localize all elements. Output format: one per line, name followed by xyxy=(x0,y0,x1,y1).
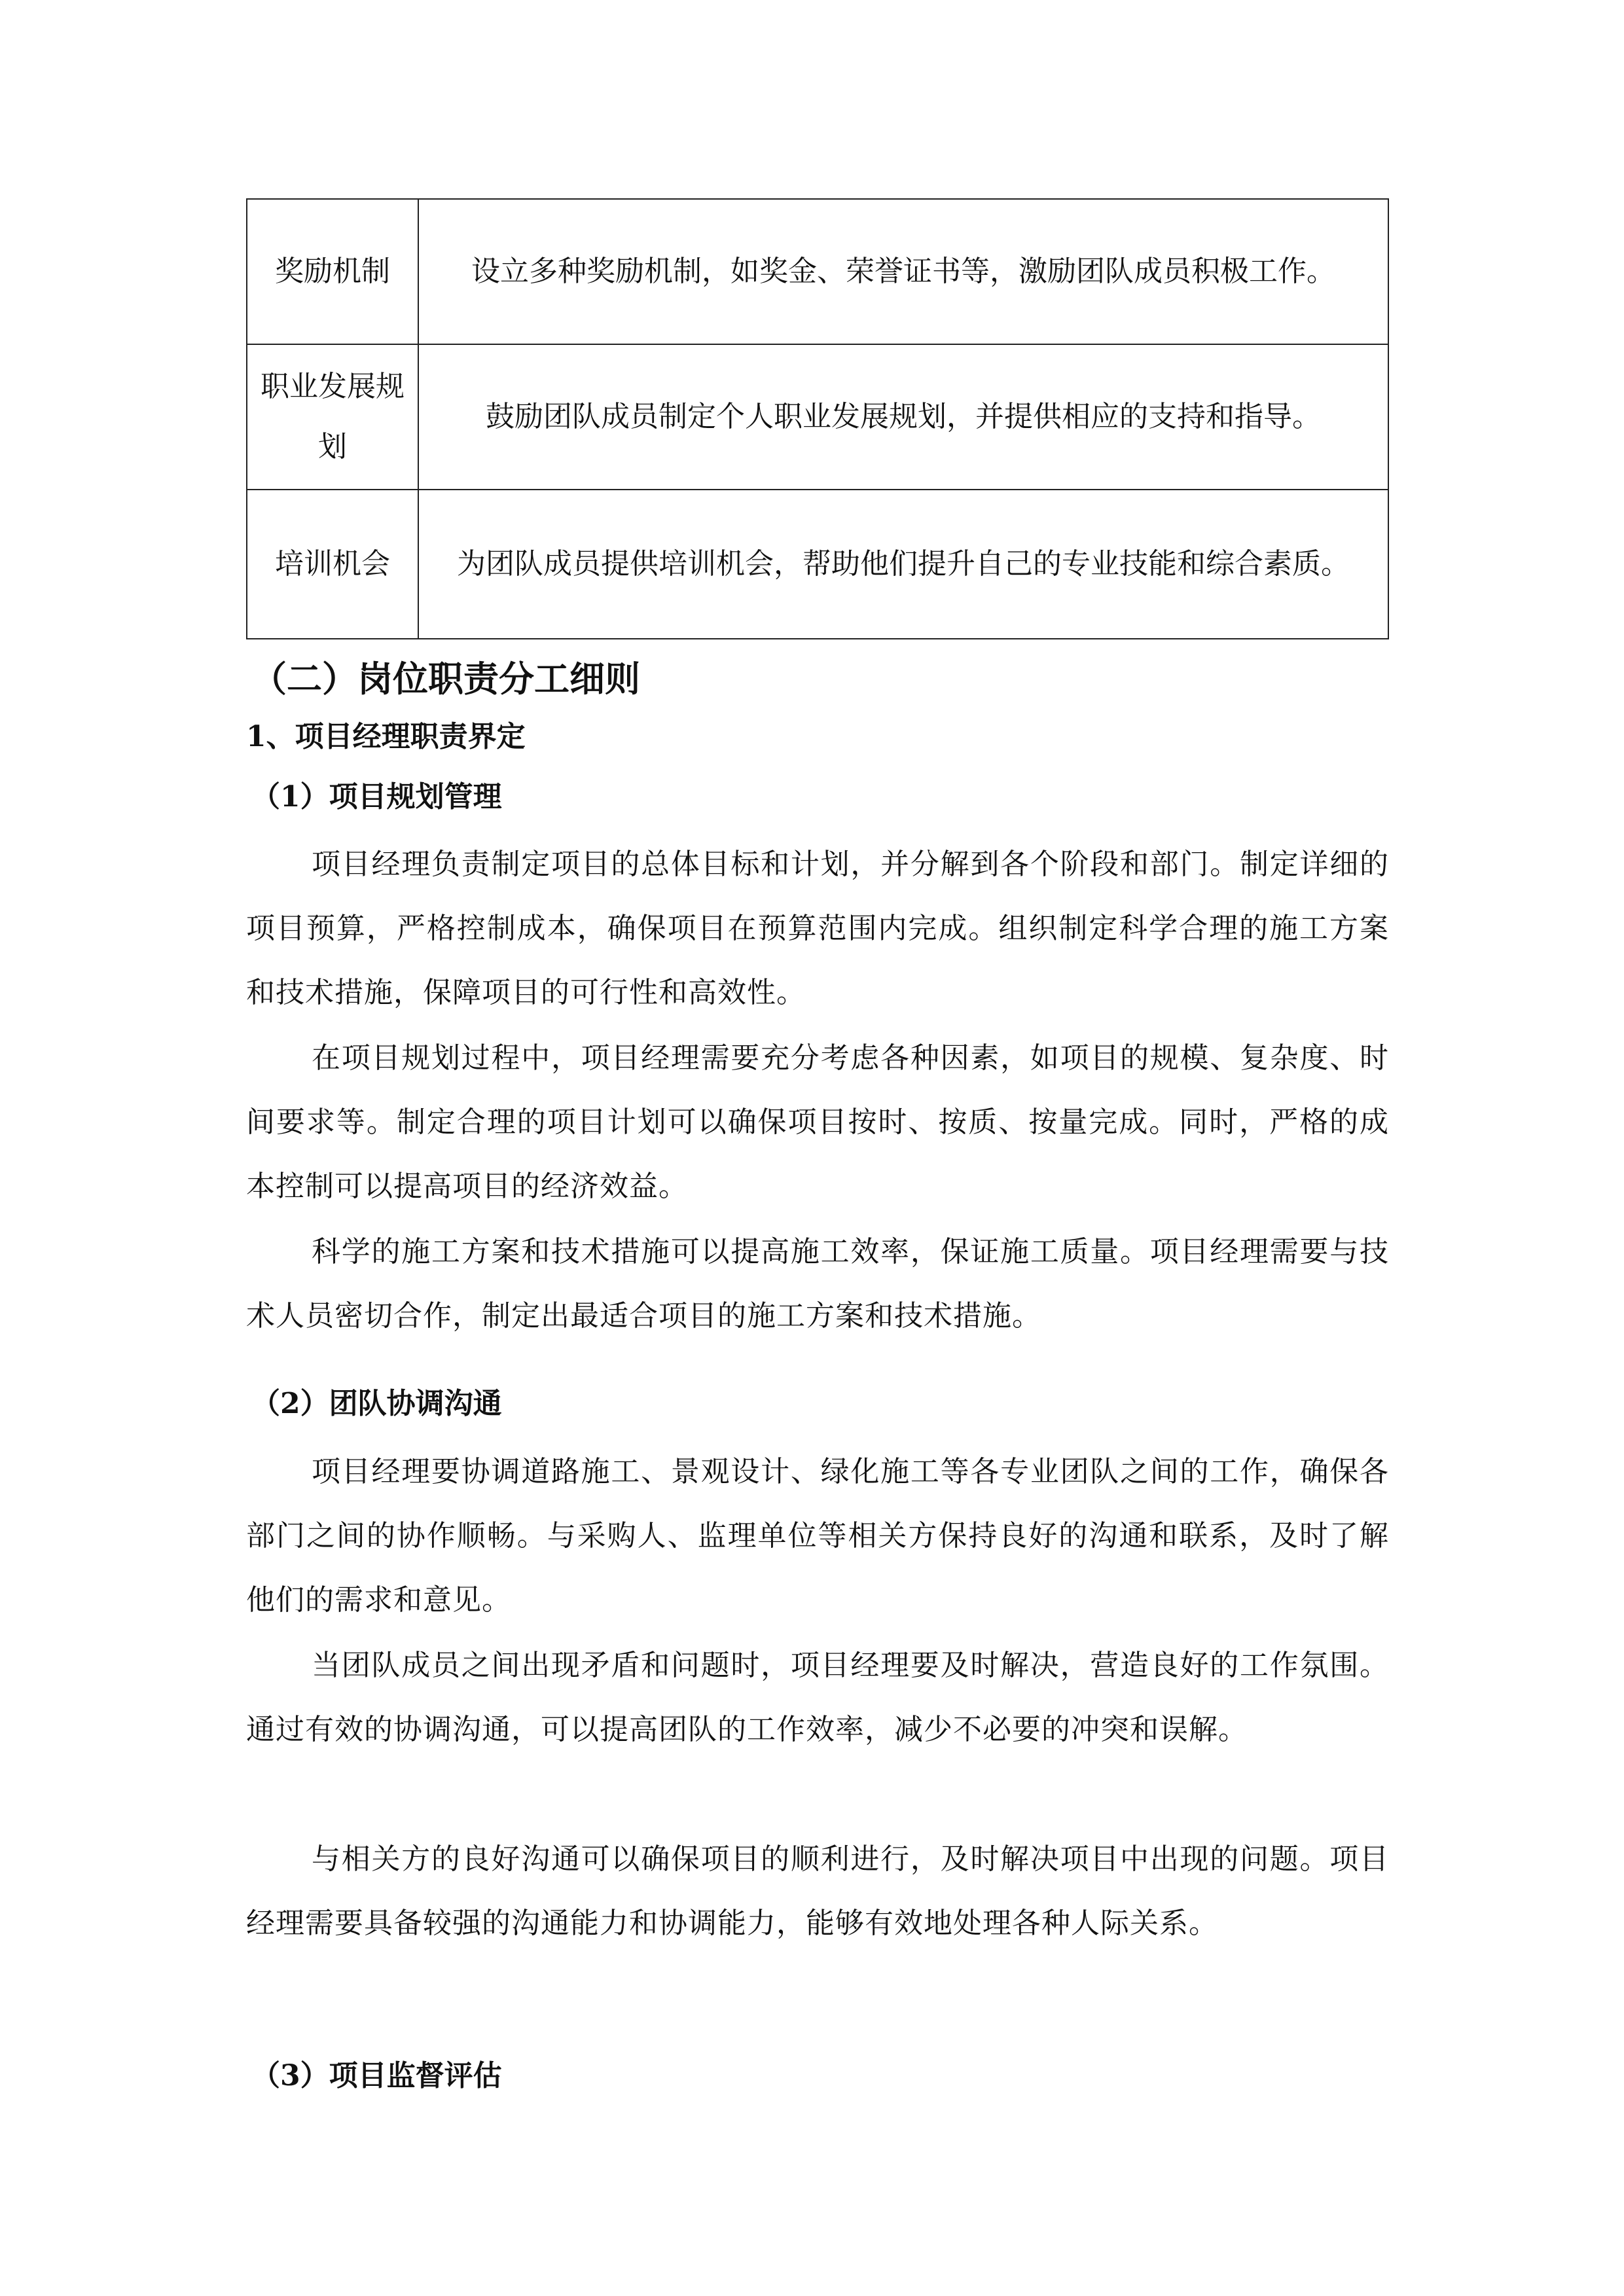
item-title: （3）项目监督评估 xyxy=(251,2059,502,2092)
table-row xyxy=(247,490,1388,639)
row-content: 设立多种奖励机制，如奖金、荣誉证书等，激励团队成员积极工作。 xyxy=(418,199,1388,344)
incentive-table xyxy=(246,198,1389,639)
item-title: （2）团队协调沟通 xyxy=(251,1387,502,1420)
paragraph: 项目经理负责制定项目的总体目标和计划，并分解到各个阶段和部门。制定详细的项目预算，严格控制成本，确保项目在预算范围内完成。组织制定科学合理的施工方案和技术措施，保障项目的可行性和高效性。 xyxy=(246,848,1389,1009)
item-title: （1）项目规划管理 xyxy=(251,780,502,814)
table-row xyxy=(247,344,1388,490)
row-label: 奖励机制 xyxy=(247,199,418,344)
paragraph: 在项目规划过程中，项目经理需要充分考虑各种因素，如项目的规模、复杂度、时间要求等。制定合理的项目计划可以确保项目按时、按质、按量完成。同时，严格的成本控制可以提高项目的经济效益。 xyxy=(246,1041,1389,1203)
row-content: 鼓励团队成员制定个人职业发展规划，并提供相应的支持和指导。 xyxy=(418,344,1388,490)
row-label: 职业发展规划 xyxy=(247,344,418,490)
subsection-heading: 1、项目经理职责界定 xyxy=(246,720,526,753)
paragraph: 与相关方的良好沟通可以确保项目的顺利进行，及时解决项目中出现的问题。项目经理需要具备较强的沟通能力和协调能力，能够有效地处理各种人际关系。 xyxy=(246,1842,1389,1940)
section-heading: （二）岗位职责分工细则 xyxy=(251,658,640,700)
table-row xyxy=(247,199,1388,344)
paragraph: 当团队成员之间出现矛盾和问题时，项目经理要及时解决，营造良好的工作氛围。通过有效的协调沟通，可以提高团队的工作效率，减少不必要的冲突和误解。 xyxy=(246,1649,1389,1746)
row-label: 培训机会 xyxy=(247,490,418,639)
paragraph: 科学的施工方案和技术措施可以提高施工效率，保证施工质量。项目经理需要与技术人员密切合作，制定出最适合项目的施工方案和技术措施。 xyxy=(246,1235,1389,1333)
row-content: 为团队成员提供培训机会，帮助他们提升自己的专业技能和综合素质。 xyxy=(418,490,1388,639)
paragraph: 项目经理要协调道路施工、景观设计、绿化施工等各专业团队之间的工作，确保各部门之间的协作顺畅。与采购人、监理单位等相关方保持良好的沟通和联系，及时了解他们的需求和意见。 xyxy=(246,1455,1389,1617)
